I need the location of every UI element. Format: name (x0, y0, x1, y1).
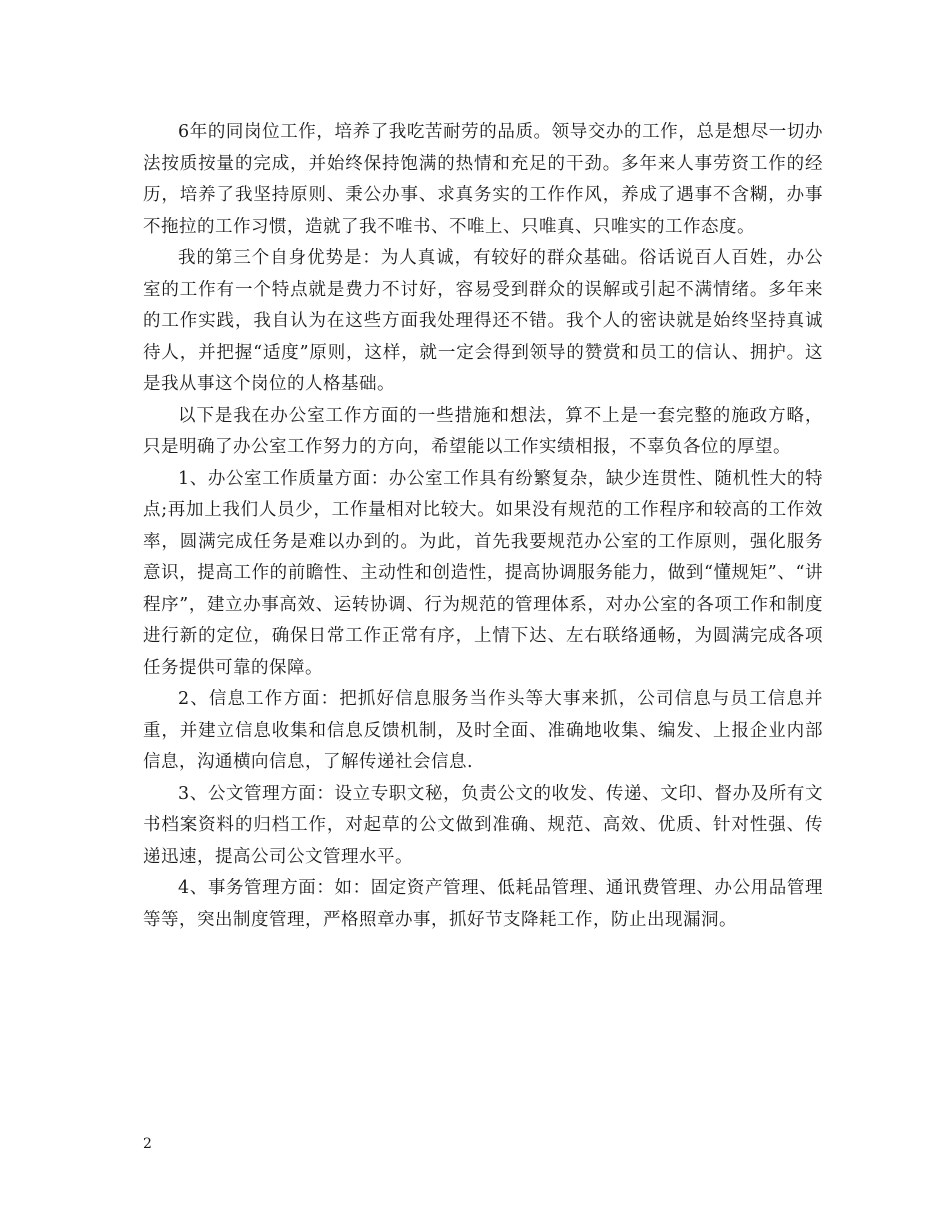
paragraph-measures-intro: 以下是我在办公室工作方面的一些措施和想法，算不上是一套完整的施政方略，只是明确了办公室工作努力的方向，希望能以工作实绩相报，不辜负各位的厚望。 (143, 405, 823, 457)
document-body (143, 117, 823, 936)
paragraph-work-quality: 1、办公室工作质量方面：办公室工作具有纷繁复杂，缺少连贯性、随机性大的特点;再加上我们人员少，工作量相对比较大。如果没有规范的工作程序和较高的工作效率，圆满完成任务是难以办到的。为此，首先我要规范办公室的工作原则，强化服务意识，提高工作的前瞻性、主动性和创造性，提高协调服务能力，做到“懂规矩”、“讲程序”，建立办事高效、运转协调、行为规范的管理体系，对办公室的各项工作和制度进行新的定位，确保日常工作正常有序，上情下达、左右联络通畅，为圆满完成各项任务提供可靠的保障。 (143, 468, 823, 678)
paragraph-document-management: 3、公文管理方面：设立专职文秘，负责公文的收发、传递、文印、督办及所有文书档案资料的归档工作，对起草的公文做到准确、规范、高效、优质、针对性强、传递迅速，提高公司公文管理水平。 (143, 783, 823, 867)
page-number: 2 (143, 1136, 152, 1152)
paragraph-third-advantage: 我的第三个自身优势是：为人真诚，有较好的群众基础。俗话说百人百姓，办公室的工作有一个特点就是费力不讨好，容易受到群众的误解或引起不满情绪。多年来的工作实践，我自认为在这些方面我处理得还不错。我个人的密诀就是始终坚持真诚待人，并把握“适度”原则，这样，就一定会得到领导的赞赏和员工的信认、拥护。这是我从事这个岗位的人格基础。 (143, 248, 823, 394)
paragraph-affairs-management: 4、事务管理方面：如：固定资产管理、低耗品管理、通讯费管理、办公用品管理等等，突出制度管理，严格照章办事，抓好节支降耗工作，防止出现漏洞。 (143, 878, 823, 930)
paragraph-information-work: 2、信息工作方面：把抓好信息服务当作头等大事来抓，公司信息与员工信息并重，并建立信息收集和信息反馈机制，及时全面、准确地收集、编发、上报企业内部信息，沟通横向信息，了解传递社会信息. (143, 689, 823, 772)
paragraph-work-attitude: 6年的同岗位工作，培养了我吃苦耐劳的品质。领导交办的工作，总是想尽一切办法按质按量的完成，并始终保持饱满的热情和充足的干劲。多年来人事劳资工作的经历，培养了我坚持原则、秉公办事、求真务实的工作作风，养成了遇事不含糊，办事不拖拉的工作习惯，造就了我不唯书、不唯上、只唯真、只唯实的工作态度。 (143, 122, 823, 237)
